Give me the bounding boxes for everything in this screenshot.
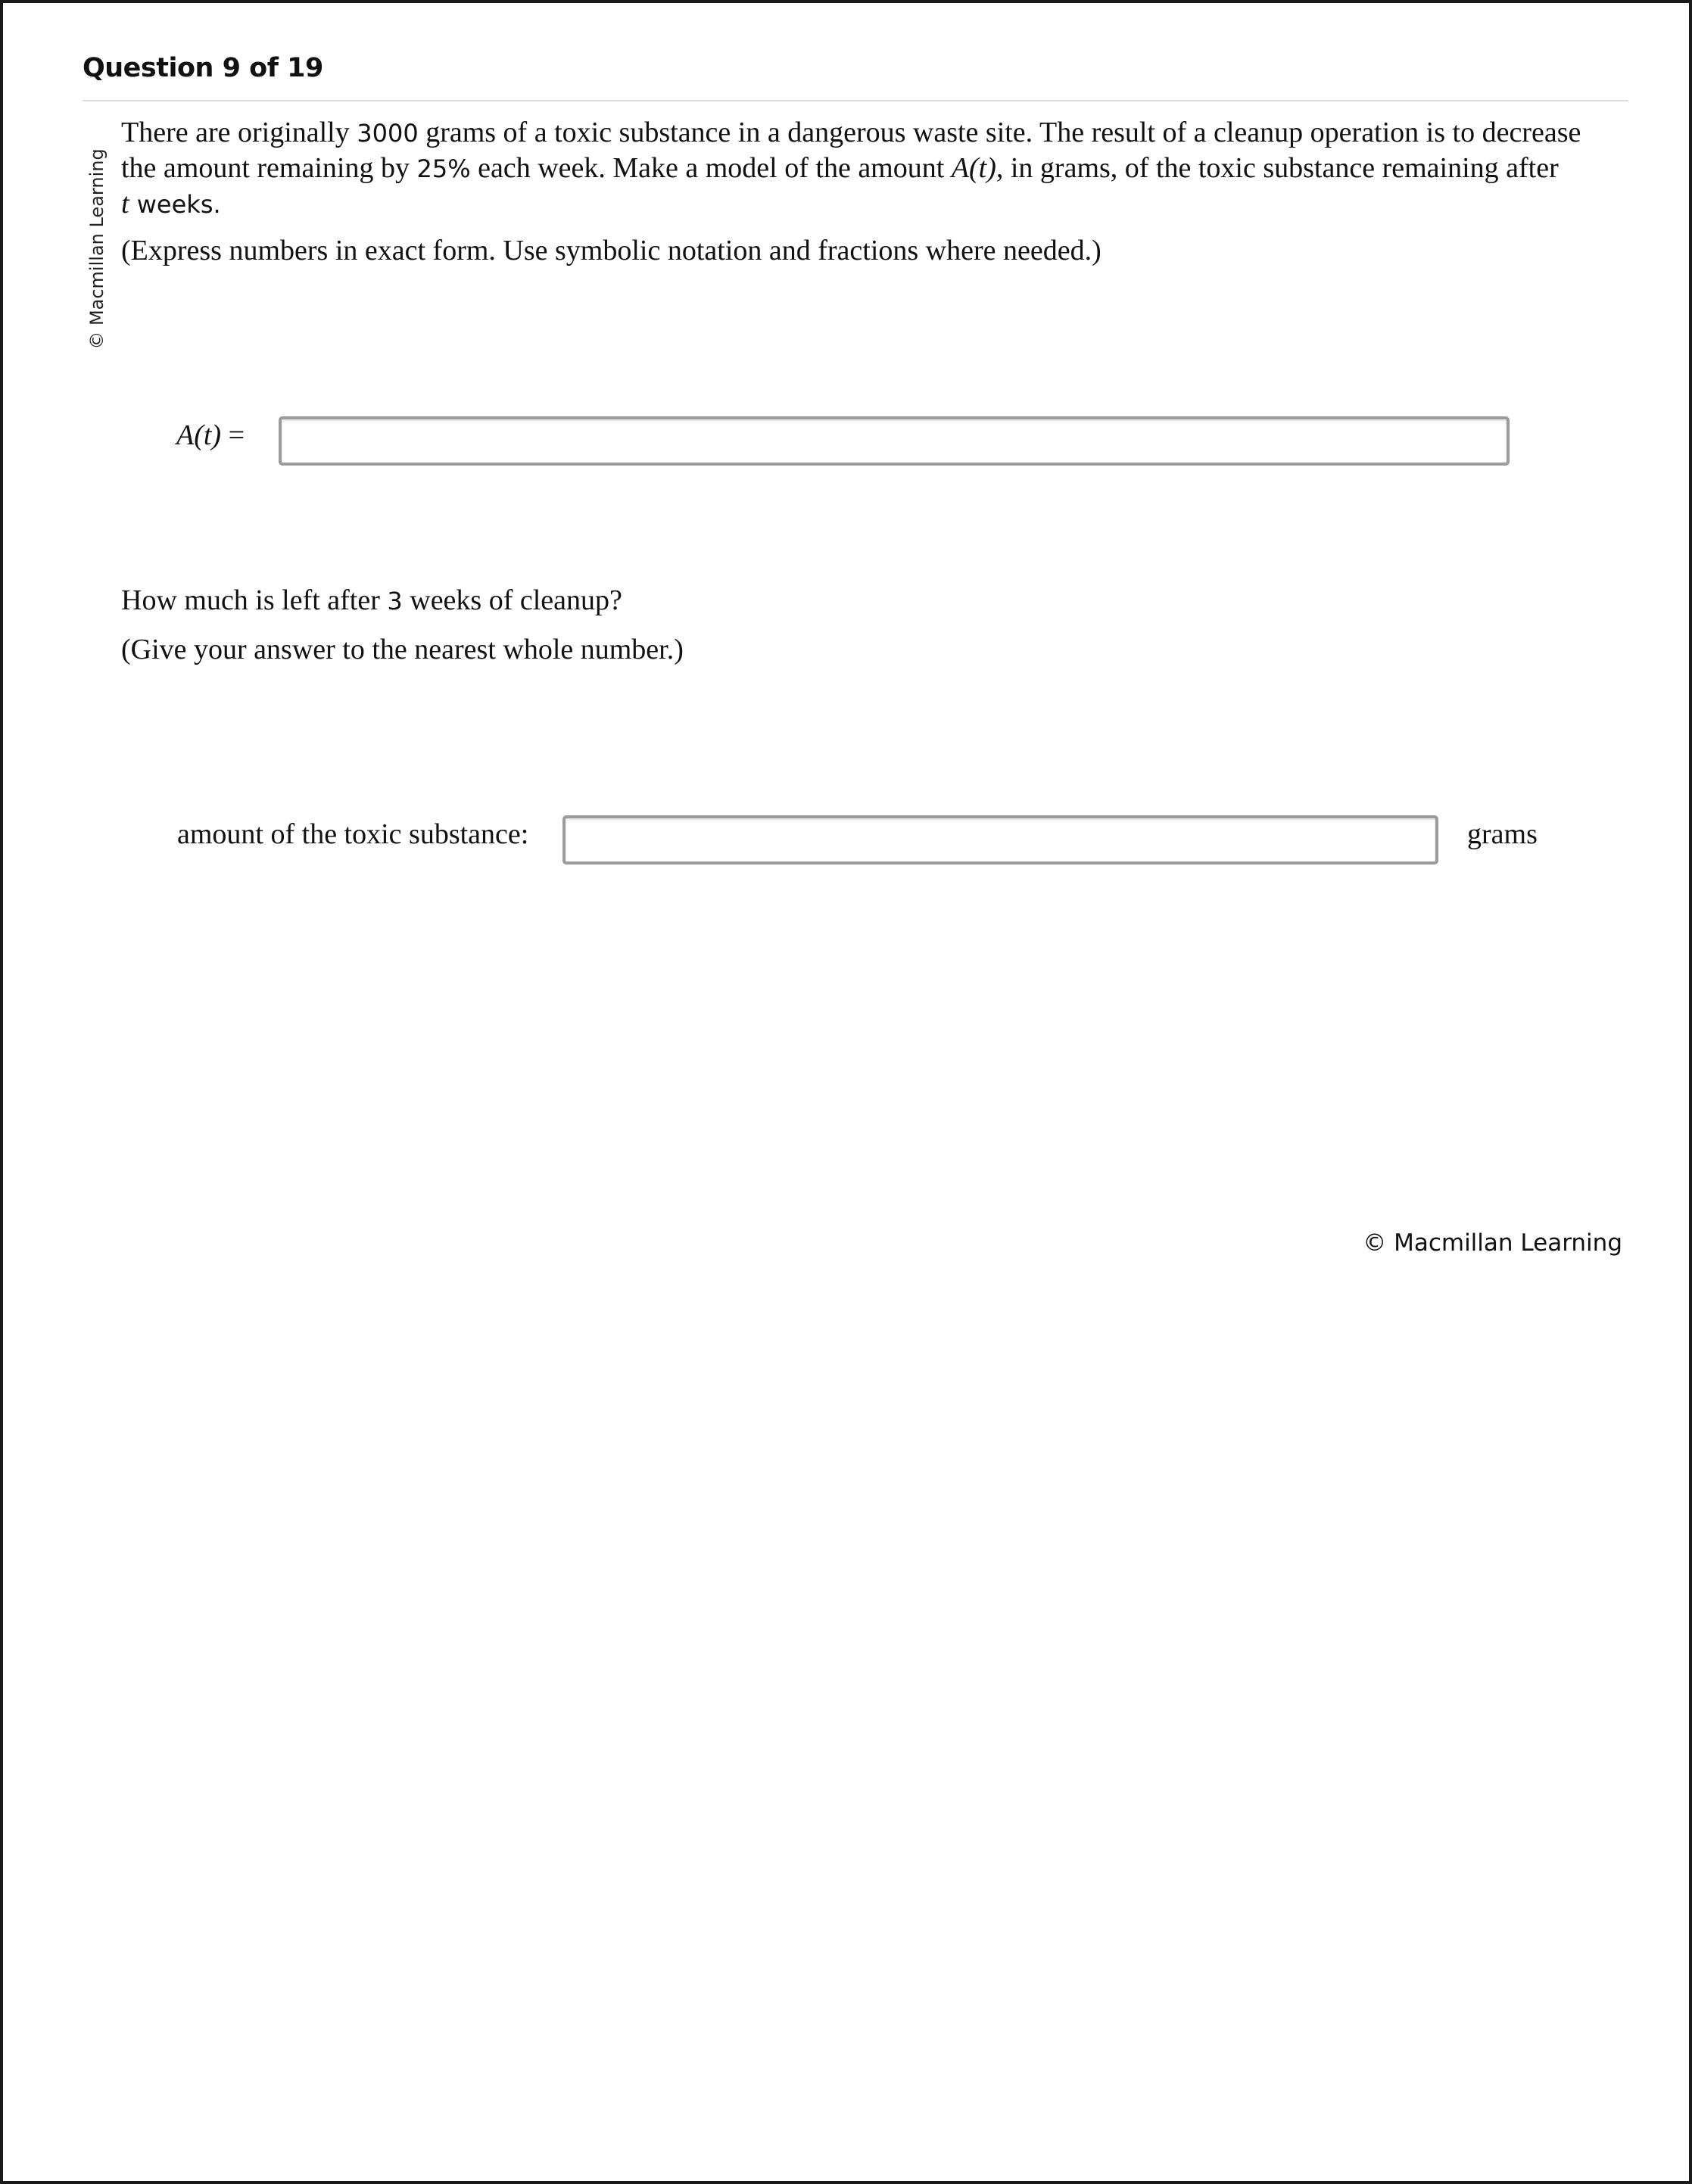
side-copyright-text: © Macmillan Learning — [86, 148, 108, 350]
instruction-hint: (Express numbers in exact form. Use symbolic notation and fractions where needed.) — [121, 235, 1102, 266]
function-answer-label — [176, 418, 245, 453]
function-name: A(t) — [951, 152, 996, 184]
question-text: weeks of cleanup? — [402, 584, 622, 616]
equals-sign: = — [221, 419, 245, 451]
function-label: A(t) — [176, 419, 222, 451]
prompt-text: grams of a toxic substance in a dangerous waste site. The result of a cleanup operation is to decrease the amount remaining by — [121, 117, 1581, 184]
followup-question — [121, 583, 622, 618]
amount-answer-label: amount of the toxic substance: — [177, 818, 529, 850]
question-header — [83, 50, 1628, 101]
prompt-paragraph — [121, 115, 1605, 222]
function-answer-input[interactable] — [279, 416, 1510, 466]
decrease-percent: 25% — [416, 154, 471, 183]
prompt-text: each week. Make a model of the amount — [470, 152, 952, 184]
side-copyright — [82, 143, 112, 355]
weeks-count: 3 — [387, 587, 403, 615]
rounding-hint: (Give your answer to the nearest whole number.) — [121, 634, 684, 665]
footer-copyright: © Macmillan Learning — [1363, 1229, 1622, 1257]
question-text: How much is left after — [121, 584, 388, 616]
unit-label: grams — [1467, 818, 1538, 850]
prompt-text: , in grams, of the toxic substance remaining after — [996, 152, 1559, 184]
question-title: Question 9 of 19 — [83, 53, 323, 83]
question-prompt — [121, 115, 1605, 222]
prompt-text: There are originally — [121, 117, 357, 148]
variable-t: t — [121, 188, 129, 220]
amount-answer-input[interactable] — [562, 815, 1438, 865]
initial-amount: 3000 — [357, 119, 419, 148]
prompt-text: weeks. — [129, 190, 221, 219]
